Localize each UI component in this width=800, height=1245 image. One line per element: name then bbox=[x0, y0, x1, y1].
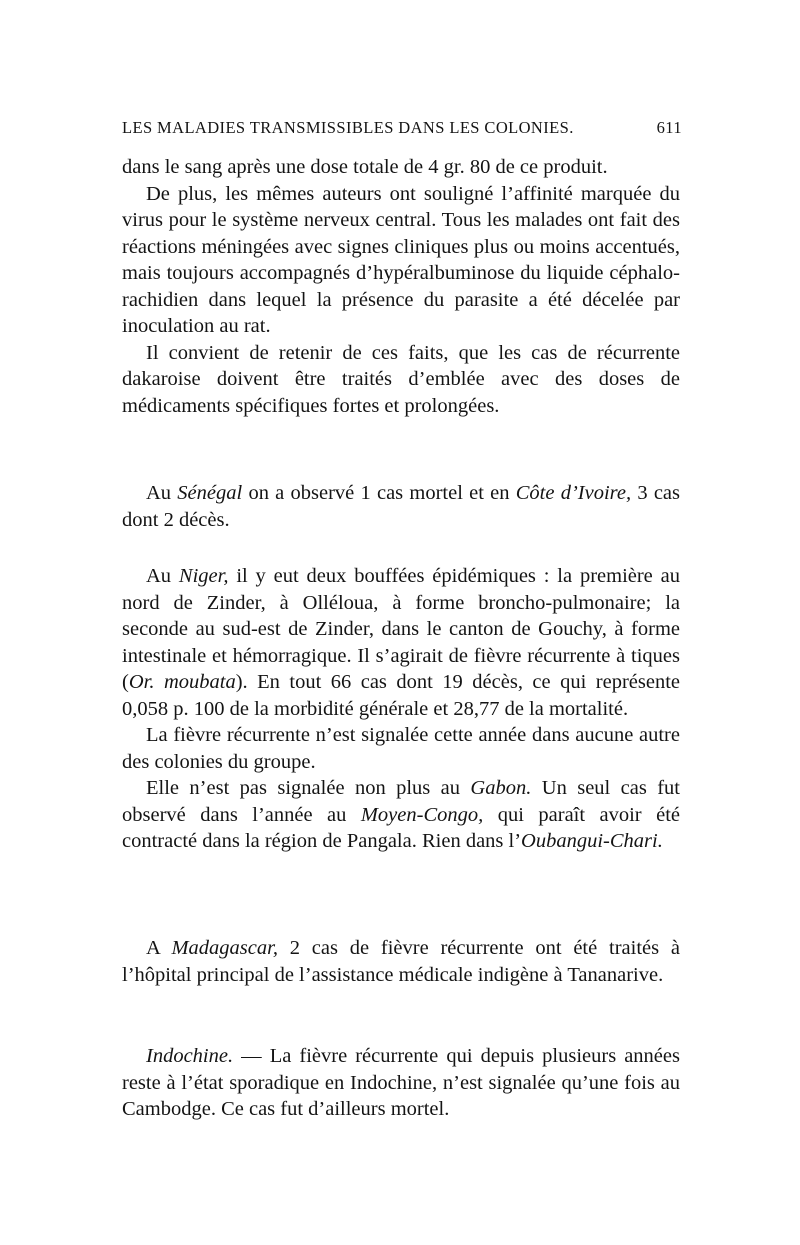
section-madagascar bbox=[122, 935, 680, 988]
senegal-end: 3 cas dont 2 décès. bbox=[122, 482, 680, 531]
aef-text-b: Un seul cas fut observé dans l’année au bbox=[122, 777, 680, 826]
section-indochine bbox=[122, 1043, 680, 1123]
header-title: LES MALADIES TRANSMISSIBLES DANS LES COLONIES. bbox=[122, 118, 574, 137]
place-oubangui-chari: Oubangui-Chari. bbox=[521, 830, 663, 852]
aef-text-a: Elle n’est pas signalée non plus au bbox=[146, 777, 471, 799]
niger-intro: Au bbox=[146, 565, 179, 587]
place-madagascar: Madagascar, bbox=[171, 937, 278, 959]
page-number: 611 bbox=[656, 118, 682, 137]
paragraph-treatment: Il convient de retenir de ces faits, que les cas de récurrente dakaroise doivent être traités d’emblée avec des doses de médicaments spécifiques fortes et prolongées. bbox=[122, 341, 680, 417]
niger-text-a: il y eut deux bouffées épidémiques : la première au nord de Zinder, à Olléloua, à forme broncho-pulmonaire; la seconde au sud-est de Zinder, dans le canton de Gouchy, à forme intestinale et hémorragique. Il s’agirait de fièvre récurrente à tiques ( bbox=[122, 565, 680, 693]
niger-text-b: ). En tout 66 cas dont 19 décès, ce qui représente 0,058 p. 100 de la morbidité générale et 28,77 de la mortalité. bbox=[122, 671, 680, 720]
aef-text-c: qui paraît avoir été contracté dans la région de Pangala. Rien dans l’ bbox=[122, 803, 680, 852]
place-niger: Niger, bbox=[178, 565, 229, 587]
paragraph-nervous-system: De plus, les mêmes auteurs ont souligné l’affinité marquée du virus pour le système nerveux central. Tous les malades ont fait des réactions méningées avec signes cliniques plus ou moins accentués, mais toujours accompagnés d’hypéralbuminose du liquide céphalo-rachidien dans lequel la présence du parasite a été décelée par inoculation au rat. bbox=[122, 182, 680, 337]
place-senegal: Sénégal bbox=[177, 482, 243, 504]
section-niger bbox=[122, 563, 680, 855]
senegal-mid: on a observé 1 cas mortel et en bbox=[242, 482, 516, 504]
place-cote-ivoire: Côte d’Ivoire, bbox=[515, 482, 632, 504]
paragraph-dose: dans le sang après une dose totale de 4 gr. 80 de ce produit. bbox=[122, 156, 608, 178]
madagascar-text: 2 cas de fièvre récurrente ont été traités à l’hôpital principal de l’assistance médicale indigène à Tananarive. bbox=[122, 937, 680, 986]
running-header bbox=[122, 118, 682, 138]
paragraph-indochine bbox=[122, 1043, 680, 1123]
place-gabon: Gabon. bbox=[470, 777, 532, 799]
section-recurrent-fever-dakar bbox=[122, 154, 680, 419]
indochine-text: — La fièvre récurrente qui depuis plusieurs années reste à l’état sporadique en Indochine, n’est signalée qu’une fois au Cambodge. Ce cas fut d’ailleurs mortel. bbox=[122, 1045, 680, 1120]
tick-species: Or. moubata bbox=[128, 671, 236, 693]
paragraph-aef bbox=[122, 775, 680, 855]
section-senegal bbox=[122, 480, 680, 533]
place-moyen-congo: Moyen-Congo, bbox=[360, 803, 484, 826]
madagascar-intro: A bbox=[146, 937, 172, 959]
place-indochine: Indochine. bbox=[146, 1045, 234, 1067]
paragraph-senegal bbox=[122, 480, 680, 533]
paragraph-other-colonies: La fièvre récurrente n’est signalée cette année dans aucune autre des colonies du groupe. bbox=[122, 724, 680, 773]
paragraph-madagascar bbox=[122, 935, 680, 988]
senegal-intro: Au bbox=[146, 482, 178, 504]
paragraph-niger bbox=[122, 563, 680, 722]
